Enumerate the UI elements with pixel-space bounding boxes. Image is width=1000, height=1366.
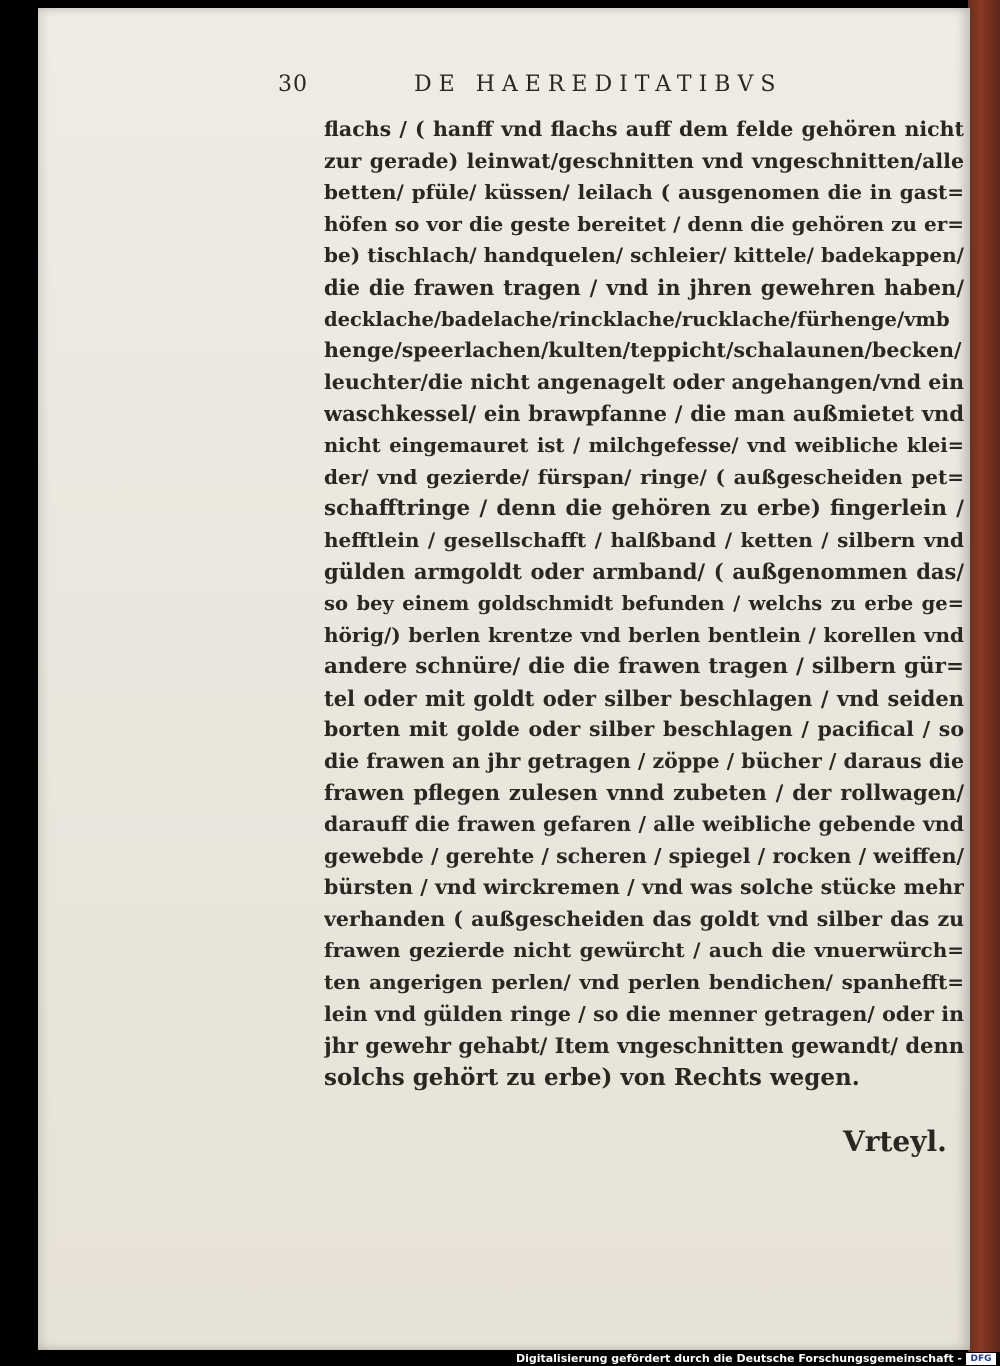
- text-line: frawen gezierde nicht gewürcht / auch die vnuerwürch=: [324, 938, 964, 963]
- text-line-last: solchs gehört zu erbe) von Rechts wegen.: [324, 1063, 860, 1091]
- text-line: die die frawen tragen / vnd in jhren gewehren haben/: [324, 274, 964, 300]
- text-line: ten angerigen perlen/ vnd perlen bendichen/ spanhefft=: [324, 970, 964, 995]
- text-line: so bey einem goldschmidt befunden / welchs zu erbe ge=: [324, 591, 964, 615]
- text-line: waschkessel/ ein brawpfanne / die man außmietet vnd: [324, 401, 964, 427]
- body-text: [324, 114, 964, 1093]
- book-page: [38, 8, 970, 1350]
- text-line: flachs / ( hanff vnd flachs auff dem felde gehören nicht: [324, 117, 964, 141]
- text-line: schafftringe / denn die gehören zu erbe) fingerlein /: [324, 496, 964, 522]
- text-line: verhanden ( außgescheiden das goldt vnd silber das zu: [324, 906, 964, 931]
- text-line: bürsten / vnd wirckremen / vnd was solche stücke mehr: [324, 875, 964, 900]
- text-line: hefftlein / gesellschafft / halßband / ketten / silbern vnd: [324, 527, 964, 552]
- text-line: betten/ pfüle/ küssen/ leilach ( ausgenomen die in gast=: [324, 180, 964, 205]
- text-line: gülden armgoldt oder armband/ ( außgenommen das/: [324, 559, 964, 585]
- text-line: darauff die frawen gefaren / alle weibliche gebende vnd: [324, 812, 964, 837]
- running-title: DE HAEREDITATIBVS: [414, 72, 783, 97]
- running-head: [278, 72, 878, 108]
- text-line: leuchter/die nicht angenagelt oder angehangen/vnd ein: [324, 369, 964, 394]
- text-line: lein vnd gülden ringe / so die menner getragen/ oder in: [324, 1001, 964, 1026]
- text-line: tel oder mit goldt oder silber beschlagen / vnd seiden: [324, 685, 964, 711]
- footer-credit: Digitalisierung gefördert durch die Deutsche Forschungsgemeinschaft -: [515, 1352, 962, 1365]
- book-spine: [968, 0, 1000, 1352]
- text-line: der/ vnd gezierde/ fürspan/ ringe/ ( außgescheiden pet=: [324, 464, 964, 489]
- text-line: zur gerade) leinwat/geschnitten vnd vngeschnitten/alle: [324, 148, 964, 173]
- dfg-logo-icon: DFG: [966, 1353, 996, 1365]
- text-line: die frawen an jhr getragen / zöppe / bücher / daraus die: [324, 748, 964, 773]
- page-number: 30: [278, 72, 308, 97]
- text-line: gewebde / gerehte / scheren / spiegel / rocken / weiffen/: [324, 843, 964, 868]
- digitization-footer: [0, 1352, 1000, 1366]
- text-line: höfen so vor die geste bereitet / denn die gehören zu er=: [324, 211, 964, 236]
- text-line: hörig/) berlen krentze vnd berlen bentlein / korellen vnd: [324, 622, 964, 647]
- text-line: decklache/badelache/rincklache/rucklache/fürhenge/vmb: [324, 307, 950, 331]
- text-line: borten mit golde oder silber beschlagen / pacifical / so: [324, 717, 964, 742]
- text-line: nicht eingemauret ist / milchgefesse/ vnd weibliche klei=: [324, 433, 964, 457]
- text-line: henge/speerlachen/kulten/teppicht/schalaunen/becken/: [324, 338, 962, 363]
- text-line: frawen pflegen zulesen vnnd zubeten / der rollwagen/: [324, 780, 964, 806]
- text-line: andere schnüre/ die die frawen tragen / silbern gür=: [324, 654, 964, 680]
- text-line: be) tischlach/ handquelen/ schleier/ kittele/ badekappen/: [324, 243, 964, 268]
- catchword: Vrteyl.: [843, 1125, 947, 1158]
- text-line: jhr gewehr gehabt/ Item vngeschnitten gewandt/ denn: [324, 1033, 964, 1059]
